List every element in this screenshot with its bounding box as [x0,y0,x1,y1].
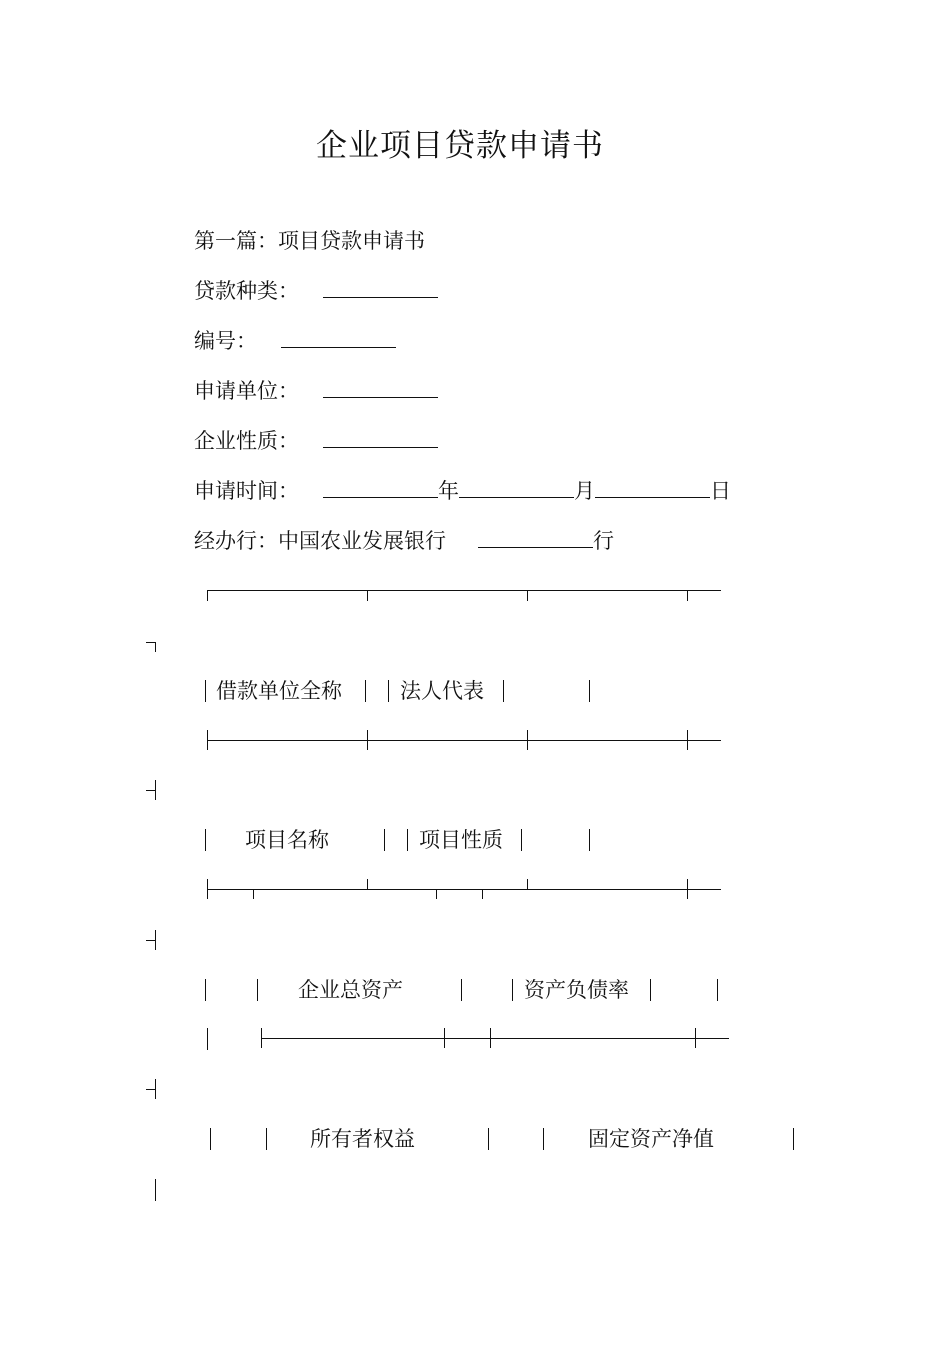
table-tick [207,590,208,601]
table-tick [482,889,483,899]
day-field[interactable] [595,477,710,498]
table-edge-mark [155,1179,156,1201]
total-assets-label: 企业总资产 [298,978,403,1002]
bank-branch-field[interactable] [478,527,593,548]
loan-type-row [194,276,438,306]
table-tick [367,879,368,889]
table-cell-divider [388,680,389,702]
table-tick [261,1028,262,1048]
bank-label: 经办行：中国农业发展银行 [194,529,446,553]
table-tick [367,590,368,601]
table-edge-mark [155,1079,156,1099]
table-top-border [207,590,721,591]
table-row-border [261,1038,729,1039]
table-cell-divider [266,1128,267,1150]
table-corner-mark [146,642,155,643]
number-label: 编号： [194,329,257,353]
year-field[interactable] [323,477,438,498]
year-label: 年 [438,479,459,503]
loan-type-label: 贷款种类： [194,279,299,303]
table-tick [207,730,208,750]
chapter-heading-text: 第一篇：项目贷款申请书 [194,229,425,253]
table-cell-divider [205,680,206,702]
loan-type-field[interactable] [323,277,438,298]
table-tick [527,590,528,601]
table-cell-divider [503,680,504,702]
table-row-border [207,740,721,741]
date-label: 申请时间： [194,479,299,503]
table-cell-divider [717,979,718,1001]
applicant-field[interactable] [323,377,438,398]
table-cell-divider [589,680,590,702]
bank-suffix-label: 行 [593,529,614,553]
table-edge-mark [146,940,155,941]
table-tick [695,1028,696,1048]
document-title: 企业项目贷款申请书 [316,128,604,164]
table-tick [527,879,528,889]
nature-field[interactable] [323,427,438,448]
table-tick [253,889,254,899]
table-tick [207,879,208,899]
table-tick [490,1028,491,1048]
table-tick [527,730,528,750]
table-cell-divider [543,1128,544,1150]
project-nature-label: 项目性质 [419,828,503,852]
table-cell-divider [793,1128,794,1150]
number-field[interactable] [281,327,396,348]
owner-equity-label: 所有者权益 [310,1127,415,1151]
table-tick [444,1028,445,1048]
table-tick [687,879,688,899]
bank-row [194,526,614,556]
table-cell-divider [207,1028,208,1050]
borrower-name-label: 借款单位全称 [216,679,342,703]
table-cell-divider [521,829,522,851]
table-cell-divider [210,1128,211,1150]
table-cell-divider [512,979,513,1001]
table-cell-divider [589,829,590,851]
date-row [194,476,731,506]
fixed-asset-net-label: 固定资产净值 [588,1127,714,1151]
nature-label: 企业性质： [194,429,299,453]
table-edge-mark [155,930,156,950]
table-cell-divider [205,979,206,1001]
day-label: 日 [710,479,731,503]
month-field[interactable] [459,477,574,498]
table-cell-divider [384,829,385,851]
table-edge-mark [146,790,155,791]
table-cell-divider [461,979,462,1001]
table-edge-mark [155,780,156,800]
table-cell-divider [257,979,258,1001]
table-tick [367,730,368,750]
nature-row [194,426,438,456]
debt-ratio-label: 资产负债率 [524,978,629,1002]
chapter-heading [194,226,425,256]
table-row-border [207,889,721,890]
table-cell-divider [650,979,651,1001]
table-tick [436,889,437,899]
table-tick [687,590,688,601]
table-cell-divider [365,680,366,702]
table-tick [687,730,688,750]
table-edge-mark [146,1089,155,1090]
table-cell-divider [205,829,206,851]
applicant-label: 申请单位： [194,379,299,403]
table-corner-mark [155,642,156,652]
number-row [194,326,396,356]
table-cell-divider [488,1128,489,1150]
legal-rep-label: 法人代表 [400,679,484,703]
table-cell-divider [407,829,408,851]
project-name-label: 项目名称 [245,828,329,852]
applicant-row [194,376,438,406]
month-label: 月 [574,479,595,503]
